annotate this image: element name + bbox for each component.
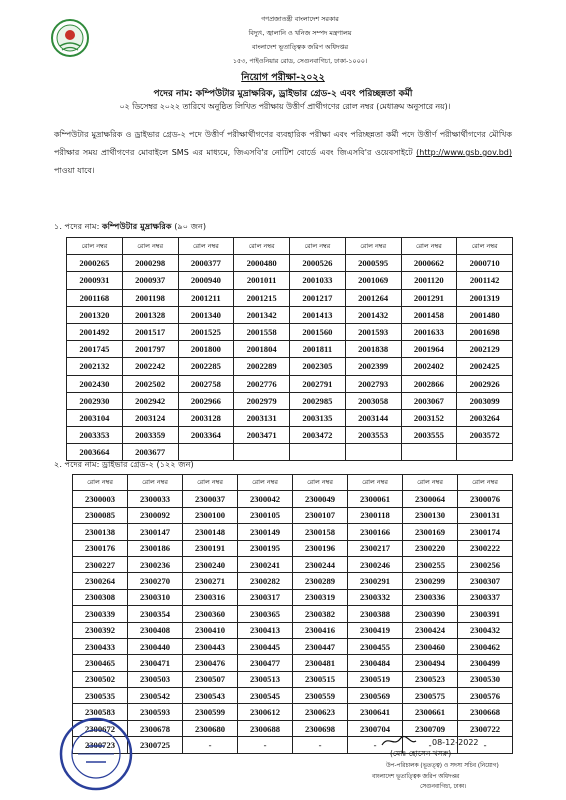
roll-number-cell: 2001264 xyxy=(345,289,401,306)
column-header: রোল নম্বর xyxy=(238,475,293,491)
roll-number-cell xyxy=(290,444,346,461)
roll-number-cell: 2300061 xyxy=(348,491,403,507)
roll-number-cell: 2003664 xyxy=(67,444,123,461)
roll-number-cell: 2001964 xyxy=(401,341,457,358)
roll-number-cell: 2300709 xyxy=(403,720,458,736)
roll-number-cell: 2300476 xyxy=(183,655,238,671)
roll-number-cell: 2300519 xyxy=(348,671,403,687)
roll-number-cell: 2002930 xyxy=(67,392,123,409)
roll-number-cell: 2300147 xyxy=(128,524,183,540)
roll-number-cell: 2002129 xyxy=(457,341,513,358)
roll-number-cell: 2300264 xyxy=(73,573,128,589)
roll-number-cell: 2001804 xyxy=(234,341,290,358)
roll-number-cell: 2001211 xyxy=(178,289,234,306)
roll-number-cell: 2300388 xyxy=(348,606,403,622)
roll-number-cell: 2300138 xyxy=(73,524,128,540)
roll-number-cell: 2002285 xyxy=(178,358,234,375)
roll-number-cell: 2300413 xyxy=(238,622,293,638)
table-row xyxy=(67,358,513,375)
roll-number-cell xyxy=(234,444,290,461)
signatory-name: (মোঃ হোসেন খসরু) xyxy=(390,749,452,758)
roll-number-cell: 2300583 xyxy=(73,704,128,720)
roll-number-cell: 2003144 xyxy=(345,409,401,426)
roll-number-cell: 2300100 xyxy=(183,507,238,523)
roll-number-cell: 2300317 xyxy=(238,589,293,605)
roll-number-cell: 2001633 xyxy=(401,323,457,340)
roll-number-cell: 2300484 xyxy=(348,655,403,671)
table-row xyxy=(73,589,513,605)
roll-number-cell: 2001593 xyxy=(345,323,401,340)
roll-number-cell: 2300003 xyxy=(73,491,128,507)
roll-number-cell: 2300149 xyxy=(238,524,293,540)
header-ministry: বিদ্যুৎ, জ্বালানি ও খনিজ সম্পদ মন্ত্রণালয় xyxy=(248,29,352,37)
header-department: বাংলাদেশ ভূতাত্ত্বিক জরিপ অধিদপ্তর xyxy=(251,43,349,51)
roll-number-cell: 2000265 xyxy=(67,255,123,272)
roll-number-cell: 2300569 xyxy=(348,688,403,704)
roll-number-cell: 2300678 xyxy=(128,720,183,736)
section-post-name: ড্রাইভার গ্রেড-২ xyxy=(101,459,154,469)
roll-number-cell: 2300481 xyxy=(293,655,348,671)
roll-number-cell: 2002866 xyxy=(401,375,457,392)
roll-number-cell: 2300227 xyxy=(73,556,128,572)
section-heading-driver xyxy=(54,459,194,472)
roll-number-cell: 2001198 xyxy=(122,289,178,306)
roll-number-cell: 2001328 xyxy=(122,306,178,323)
roll-number-cell: 2001215 xyxy=(234,289,290,306)
roll-number-cell: 2300310 xyxy=(128,589,183,605)
roll-number-cell: 2300725 xyxy=(128,737,183,753)
roll-number-cell: 2002502 xyxy=(122,375,178,392)
roll-number-cell: 2000940 xyxy=(178,272,234,289)
roll-number-cell: 2003353 xyxy=(67,427,123,444)
roll-number-cell: 2300513 xyxy=(238,671,293,687)
roll-number-cell: 2300148 xyxy=(183,524,238,540)
column-header: রোল নম্বর xyxy=(73,475,128,491)
roll-number-cell: 2003471 xyxy=(234,427,290,444)
roll-number-cell: 2300360 xyxy=(183,606,238,622)
roll-number-cell: 2000298 xyxy=(122,255,178,272)
roll-number-cell: 2002132 xyxy=(67,358,123,375)
roll-number-cell: 2300471 xyxy=(128,655,183,671)
roll-number-cell: 2300515 xyxy=(293,671,348,687)
column-header: রোল নম্বর xyxy=(345,238,401,255)
roll-number-cell: 2300271 xyxy=(183,573,238,589)
roll-number-cell: 2300131 xyxy=(458,507,513,523)
roll-number-cell: 2001120 xyxy=(401,272,457,289)
roll-number-cell: 2300416 xyxy=(293,622,348,638)
roll-number-cell: 2300307 xyxy=(458,573,513,589)
roll-number-cell: 2300196 xyxy=(293,540,348,556)
roll-number-cell: 2300085 xyxy=(73,507,128,523)
column-header: রোল নম্বর xyxy=(234,238,290,255)
office-seal-icon xyxy=(58,716,134,792)
roll-number-cell: 2003099 xyxy=(457,392,513,409)
roll-number-cell: 2300680 xyxy=(183,720,238,736)
roll-number-cell: 2300432 xyxy=(458,622,513,638)
roll-number-cell: 2300105 xyxy=(238,507,293,523)
roll-number-cell: 2300668 xyxy=(458,704,513,720)
column-header: রোল নম্বর xyxy=(122,238,178,255)
roll-number-cell: 2300332 xyxy=(348,589,403,605)
column-header: রোল নম্বর xyxy=(128,475,183,491)
roll-number-cell: 2300507 xyxy=(183,671,238,687)
roll-number-cell: 2300299 xyxy=(403,573,458,589)
roll-number-cell: 2300282 xyxy=(238,573,293,589)
roll-number-cell: 2300256 xyxy=(458,556,513,572)
roll-number-cell: 2003555 xyxy=(401,427,457,444)
roll-number-cell: 2002425 xyxy=(457,358,513,375)
roll-number-cell: 2300241 xyxy=(238,556,293,572)
roll-number-cell: 2003058 xyxy=(345,392,401,409)
roll-number-cell: 2300033 xyxy=(128,491,183,507)
roll-number-cell: 2300319 xyxy=(293,589,348,605)
roll-number-cell: 2300465 xyxy=(73,655,128,671)
roll-number-cell: 2300535 xyxy=(73,688,128,704)
roll-number-cell: 2300477 xyxy=(238,655,293,671)
signatory-place: সেগুনবাগিচা, ঢাকা। xyxy=(420,784,467,790)
roll-number-cell: 2300076 xyxy=(458,491,513,507)
roll-number-cell: 2001517 xyxy=(122,323,178,340)
roll-number-cell: 2300502 xyxy=(73,671,128,687)
table-row xyxy=(73,540,513,556)
section-prefix: ২. পদের নাম: xyxy=(54,459,102,469)
column-header: রোল নম্বর xyxy=(293,475,348,491)
table-row xyxy=(73,622,513,638)
roll-number-cell: 2001838 xyxy=(345,341,401,358)
roll-number-cell: 2300217 xyxy=(348,540,403,556)
column-header: রোল নম্বর xyxy=(458,475,513,491)
column-header: রোল নম্বর xyxy=(403,475,458,491)
roll-number-cell: 2300270 xyxy=(128,573,183,589)
roll-number-cell: 2001217 xyxy=(290,289,346,306)
table-row xyxy=(73,507,513,523)
website-link[interactable]: (http://www.gsb.gov.bd) xyxy=(416,148,512,157)
roll-number-cell: 2300698 xyxy=(293,720,348,736)
roll-number-cell: 2300392 xyxy=(73,622,128,638)
table-row xyxy=(67,375,513,392)
roll-number-cell: 2000595 xyxy=(345,255,401,272)
roll-number-cell: 2300354 xyxy=(128,606,183,622)
roll-number-cell: 2000931 xyxy=(67,272,123,289)
roll-number-cell: 2000526 xyxy=(290,255,346,272)
roll-number-cell: 2002289 xyxy=(234,358,290,375)
table-row xyxy=(67,255,513,272)
column-header: রোল নম্বর xyxy=(348,475,403,491)
roll-number-cell: 2000480 xyxy=(234,255,290,272)
table-row xyxy=(67,323,513,340)
roll-number-cell: - xyxy=(348,737,403,753)
table-row xyxy=(67,341,513,358)
roll-number-cell: 2300460 xyxy=(403,638,458,654)
roll-number-cell: 2300593 xyxy=(128,704,183,720)
roll-number-cell: 2300337 xyxy=(458,589,513,605)
roll-number-cell: 2300316 xyxy=(183,589,238,605)
roll-number-cell: 2300672 xyxy=(73,720,128,736)
column-header: রোল নম্বর xyxy=(457,238,513,255)
roll-number-cell: 2003359 xyxy=(122,427,178,444)
roll-number-cell: 2300443 xyxy=(183,638,238,654)
table-row xyxy=(73,524,513,540)
roll-number-cell: 2300130 xyxy=(403,507,458,523)
instruction-text: কম্পিউটার মুদ্রাক্ষরিক ও ড্রাইভার গ্রেড-২ পদে উত্তীর্ণ পরীক্ষার্থীগণের ব্যবহারিক পরীক্ষা এবং পরিচ্ছন্নতা কর্মী পদে উত্তীর্ণ পরীক্ষার্থীগণের মৌখিক পরীক্ষার সময় প্রার্থীগণের মোবাইলে SMS এর মাধ্যমে, জিএসবি'র নোটিশ বোর্ডে এবং জিএসবি'র ওয়েবসাইটে xyxy=(54,130,512,157)
roll-number-cell: 2003135 xyxy=(290,409,346,426)
roll-number-cell: 2001291 xyxy=(401,289,457,306)
header-address: ১৫৩, পাইওনিয়ার রোড, সেগুনবাগিচা, ঢাকা-১০০০। xyxy=(232,57,368,65)
table-row xyxy=(67,306,513,323)
roll-number-cell: 2300462 xyxy=(458,638,513,654)
roll-number-cell: 2002399 xyxy=(345,358,401,375)
roll-number-cell: 2003364 xyxy=(178,427,234,444)
roll-number-cell: 2300433 xyxy=(73,638,128,654)
section-count: (৯০ জন) xyxy=(171,221,207,231)
column-header: রোল নম্বর xyxy=(67,238,123,255)
instruction-paragraph xyxy=(54,126,512,180)
roll-number-cell: - xyxy=(238,737,293,753)
roll-number-cell: 2001480 xyxy=(457,306,513,323)
roll-number-cell: 2003131 xyxy=(234,409,290,426)
roll-number-cell xyxy=(401,444,457,461)
page-title: নিয়োগ পরীক্ষা-২০২২ xyxy=(241,72,325,83)
signature-date: 08-12-2022 xyxy=(432,738,479,747)
roll-number-cell: 2002966 xyxy=(178,392,234,409)
roll-number-cell: 2300244 xyxy=(293,556,348,572)
table-row xyxy=(73,638,513,654)
roll-number-cell: 2300390 xyxy=(403,606,458,622)
roll-number-cell: 2300612 xyxy=(238,704,293,720)
roll-number-cell: 2300543 xyxy=(183,688,238,704)
roll-number-cell: 2300661 xyxy=(403,704,458,720)
roll-number-cell: 2300308 xyxy=(73,589,128,605)
roll-number-cell: 2001811 xyxy=(290,341,346,358)
signatory-office: বাংলাদেশ ভূতাত্ত্বিক জরিপ অধিদপ্তর xyxy=(372,774,460,780)
table-row xyxy=(73,704,513,720)
roll-number-cell: 2003572 xyxy=(457,427,513,444)
roll-number-cell: 2300042 xyxy=(238,491,293,507)
section-count: (১২২ জন) xyxy=(153,459,194,469)
roll-number-cell: 2002305 xyxy=(290,358,346,375)
column-header: রোল নম্বর xyxy=(401,238,457,255)
roll-number-cell: 2300391 xyxy=(458,606,513,622)
table-row xyxy=(73,573,513,589)
roll-number-cell: 2001168 xyxy=(67,289,123,306)
roll-number-cell: 2300246 xyxy=(348,556,403,572)
roll-number-cell: 2001458 xyxy=(401,306,457,323)
roll-number-cell: 2300575 xyxy=(403,688,458,704)
roll-number-cell: 2300688 xyxy=(238,720,293,736)
roll-number-cell: 2001797 xyxy=(122,341,178,358)
column-header: রোল নম্বর xyxy=(178,238,234,255)
roll-number-cell: 2300195 xyxy=(238,540,293,556)
roll-number-cell: 2300704 xyxy=(348,720,403,736)
roll-number-cell: 2300445 xyxy=(238,638,293,654)
roll-number-cell: 2001432 xyxy=(345,306,401,323)
roll-number-cell: 2002979 xyxy=(234,392,290,409)
roll-number-cell: 2300545 xyxy=(238,688,293,704)
roll-number-cell xyxy=(345,444,401,461)
roll-number-cell: 2300037 xyxy=(183,491,238,507)
roll-number-cell: 2001319 xyxy=(457,289,513,306)
table-header-row xyxy=(73,475,513,491)
roll-number-cell: 2003264 xyxy=(457,409,513,426)
roll-table-computer-typist xyxy=(66,237,513,461)
roll-number-cell: 2001342 xyxy=(234,306,290,323)
roll-number-cell: 2300186 xyxy=(128,540,183,556)
government-emblem-icon xyxy=(50,16,90,60)
roll-number-cell: 2300339 xyxy=(73,606,128,622)
page-subtitle: পদের নাম: কম্পিউটার মুদ্রাক্ষরিক, ড্রাইভার গ্রেড-২ এবং পরিচ্ছন্নতা কর্মী xyxy=(153,89,413,99)
signatory-designation: উপ-পরিচালক (ভূতত্ত্ব) ও সদস্য সচিব (নিয়োগ) xyxy=(386,763,499,769)
instruction-tail: পাওয়া যাবে। xyxy=(54,166,95,175)
roll-number-cell: 2300523 xyxy=(403,671,458,687)
roll-number-cell: 2001011 xyxy=(234,272,290,289)
header-government: গণপ্রজাতন্ত্রী বাংলাদেশ সরকার xyxy=(261,15,339,23)
roll-number-cell: 2300559 xyxy=(293,688,348,704)
roll-number-cell: 2002430 xyxy=(67,375,123,392)
section-post-name: কম্পিউটার মুদ্রাক্ষরিক xyxy=(101,221,172,231)
roll-number-cell: - xyxy=(293,737,348,753)
roll-number-cell: 2002776 xyxy=(234,375,290,392)
roll-number-cell: 2001069 xyxy=(345,272,401,289)
roll-number-cell: 2001413 xyxy=(290,306,346,323)
roll-number-cell: 2001033 xyxy=(290,272,346,289)
table-row xyxy=(73,688,513,704)
roll-number-cell: 2300408 xyxy=(128,622,183,638)
roll-number-cell: 2300623 xyxy=(293,704,348,720)
signature-icon xyxy=(380,733,520,749)
roll-number-cell: 2300220 xyxy=(403,540,458,556)
roll-number-cell: 2300176 xyxy=(73,540,128,556)
roll-number-cell: 2300722 xyxy=(458,720,513,736)
roll-number-cell: 2300641 xyxy=(348,704,403,720)
roll-number-cell: - xyxy=(458,737,513,753)
roll-number-cell: 2003124 xyxy=(122,409,178,426)
roll-number-cell: 2001340 xyxy=(178,306,234,323)
column-header: রোল নম্বর xyxy=(183,475,238,491)
roll-number-cell: 2003067 xyxy=(401,392,457,409)
roll-number-cell: 2300576 xyxy=(458,688,513,704)
roll-number-cell: 2002758 xyxy=(178,375,234,392)
table-row xyxy=(67,272,513,289)
roll-number-cell: 2002926 xyxy=(457,375,513,392)
table-row xyxy=(67,409,513,426)
roll-number-cell: 2300092 xyxy=(128,507,183,523)
table-row xyxy=(67,392,513,409)
roll-number-cell: 2300166 xyxy=(348,524,403,540)
roll-number-cell: 2300191 xyxy=(183,540,238,556)
roll-number-cell: 2300158 xyxy=(293,524,348,540)
section-prefix: ১. পদের নাম: xyxy=(54,221,102,231)
roll-number-cell: 2300410 xyxy=(183,622,238,638)
roll-number-cell: 2003152 xyxy=(401,409,457,426)
roll-number-cell: 2002985 xyxy=(290,392,346,409)
roll-number-cell: 2000662 xyxy=(401,255,457,272)
table-row xyxy=(73,655,513,671)
roll-number-cell: 2000710 xyxy=(457,255,513,272)
roll-number-cell: 2300447 xyxy=(293,638,348,654)
roll-number-cell: 2001525 xyxy=(178,323,234,340)
roll-number-cell: - xyxy=(403,737,458,753)
roll-number-cell: 2003677 xyxy=(122,444,178,461)
roll-number-cell: 2300542 xyxy=(128,688,183,704)
roll-number-cell: 2300499 xyxy=(458,655,513,671)
roll-number-cell: 2002242 xyxy=(122,358,178,375)
roll-number-cell: 2300169 xyxy=(403,524,458,540)
roll-number-cell: 2003104 xyxy=(67,409,123,426)
roll-number-cell: 2001492 xyxy=(67,323,123,340)
roll-number-cell: 2001320 xyxy=(67,306,123,323)
roll-number-cell: 2300236 xyxy=(128,556,183,572)
roll-number-cell: 2300118 xyxy=(348,507,403,523)
table-row xyxy=(73,606,513,622)
roll-number-cell: 2300064 xyxy=(403,491,458,507)
column-header: রোল নম্বর xyxy=(290,238,346,255)
roll-table-driver xyxy=(72,474,513,754)
roll-number-cell: 2300240 xyxy=(183,556,238,572)
roll-number-cell: 2002791 xyxy=(290,375,346,392)
roll-number-cell: 2001560 xyxy=(290,323,346,340)
roll-number-cell: 2001142 xyxy=(457,272,513,289)
section-heading-computer-typist xyxy=(54,221,206,234)
roll-number-cell: 2000377 xyxy=(178,255,234,272)
roll-number-cell: 2300174 xyxy=(458,524,513,540)
roll-number-cell: 2300503 xyxy=(128,671,183,687)
roll-number-cell: 2300222 xyxy=(458,540,513,556)
roll-number-cell: 2300255 xyxy=(403,556,458,572)
table-row xyxy=(73,671,513,687)
roll-number-cell xyxy=(457,444,513,461)
roll-number-cell: 2300455 xyxy=(348,638,403,654)
roll-number-cell: 2300419 xyxy=(348,622,403,638)
roll-number-cell: 2300107 xyxy=(293,507,348,523)
roll-number-cell: 2300382 xyxy=(293,606,348,622)
roll-number-cell: 2003553 xyxy=(345,427,401,444)
roll-number-cell: 2002942 xyxy=(122,392,178,409)
roll-number-cell: 2300336 xyxy=(403,589,458,605)
table-row xyxy=(67,427,513,444)
roll-number-cell: 2003472 xyxy=(290,427,346,444)
roll-number-cell: 2300291 xyxy=(348,573,403,589)
roll-number-cell: 2001698 xyxy=(457,323,513,340)
roll-number-cell: 2002402 xyxy=(401,358,457,375)
roll-number-cell: - xyxy=(183,737,238,753)
table-row xyxy=(73,556,513,572)
table-row xyxy=(67,289,513,306)
roll-number-cell: 2001800 xyxy=(178,341,234,358)
table-header-row xyxy=(67,238,513,255)
roll-number-cell: 2300530 xyxy=(458,671,513,687)
roll-number-cell: 2300494 xyxy=(403,655,458,671)
roll-number-cell: 2300723 xyxy=(73,737,128,753)
roll-number-cell: 2300049 xyxy=(293,491,348,507)
roll-number-cell: 2001745 xyxy=(67,341,123,358)
roll-number-cell: 2300365 xyxy=(238,606,293,622)
roll-number-cell: 2300440 xyxy=(128,638,183,654)
roll-number-cell: 2300424 xyxy=(403,622,458,638)
roll-number-cell: 2300599 xyxy=(183,704,238,720)
roll-number-cell: 2001558 xyxy=(234,323,290,340)
roll-number-cell: 2000937 xyxy=(122,272,178,289)
roll-number-cell: 2003128 xyxy=(178,409,234,426)
table-row xyxy=(73,491,513,507)
roll-number-cell: 2002793 xyxy=(345,375,401,392)
result-notice: ০২ ডিসেম্বর ২০২২ তারিখে অনুষ্ঠিত লিখিত পরীক্ষায় উত্তীর্ণ প্রার্থীগণের রোল নম্বর (মেধাক্রম অনুসারে নয়)। xyxy=(119,102,451,111)
roll-number-cell: 2300289 xyxy=(293,573,348,589)
